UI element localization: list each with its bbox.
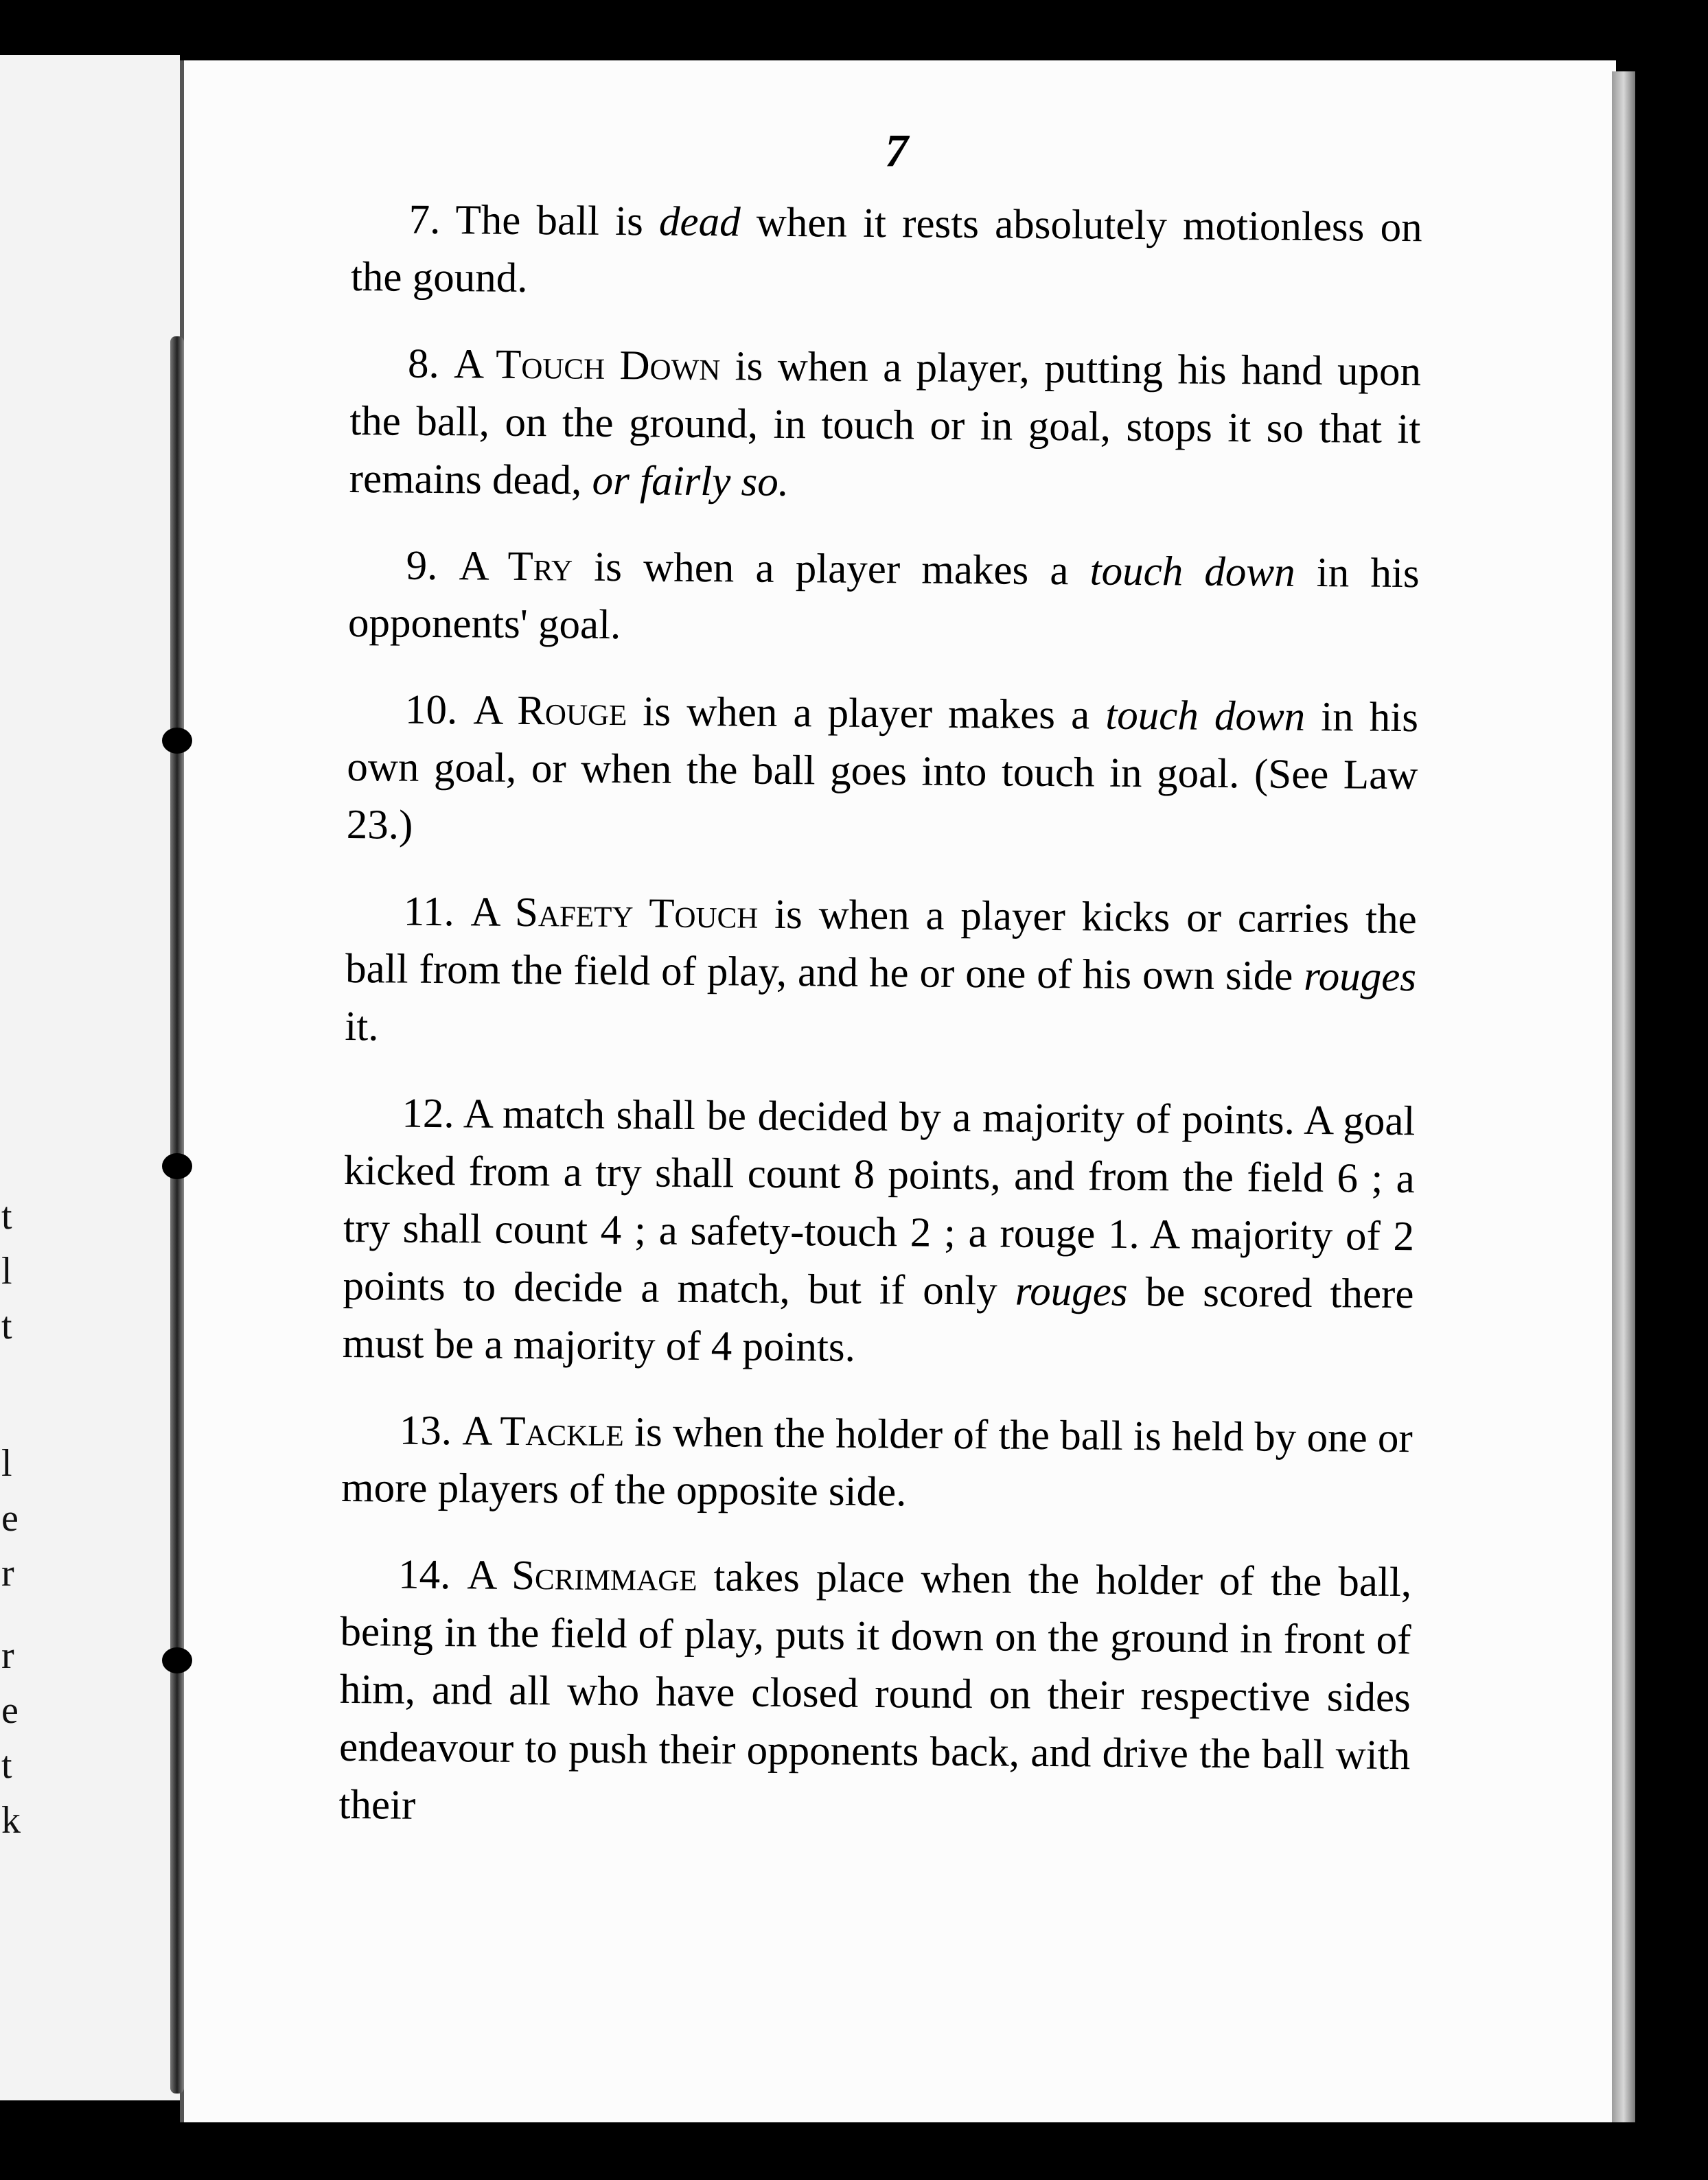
rule-text: is when the holder of the ball is held by one or more players of the opposite side. <box>341 1409 1413 1516</box>
rule-term: A Try <box>459 543 573 590</box>
rule-italic: rouges <box>1303 953 1417 1001</box>
rule-text: is when a player makes a <box>627 688 1106 739</box>
rule-term: A Safety Touch <box>470 889 759 938</box>
rule-term: A Touch Down <box>453 341 721 390</box>
binding-knot <box>162 1153 192 1179</box>
rule-paragraph <box>341 1402 1413 1525</box>
edge-letter: r <box>1 1634 14 1677</box>
rule-paragraph <box>342 1085 1415 1381</box>
rule-italic: touch down <box>1089 548 1295 596</box>
rule-paragraph <box>351 191 1422 314</box>
binding-knot <box>162 728 192 754</box>
rule-term: A Rouge <box>473 687 627 735</box>
binding-thread <box>170 336 184 2094</box>
edge-letter: l <box>1 1250 12 1292</box>
left-page <box>0 55 180 2100</box>
rule-number: 13. <box>399 1407 452 1454</box>
rule-number: 14. <box>397 1551 451 1599</box>
rule-text: when it rests absolutely motionless on the gound. <box>350 199 1422 302</box>
rule-number: 7. <box>408 196 441 244</box>
rule-italic: rouges <box>1015 1268 1128 1315</box>
rule-italic: or fairly so. <box>592 457 789 506</box>
edge-letter: k <box>1 1799 21 1842</box>
rule-text: The ball is <box>455 197 660 245</box>
rule-number: 10. <box>404 686 458 734</box>
edge-letter: r <box>1 1552 14 1595</box>
rule-number: 9. <box>406 542 438 590</box>
rule-text: in his own goal, or when the ball goes into touch in goal. (See Law 23.) <box>346 693 1419 848</box>
page-number: 7 <box>885 124 908 176</box>
edge-letter: e <box>1 1497 19 1540</box>
rule-number: 12. <box>402 1090 454 1137</box>
rule-number: 8. <box>407 340 440 388</box>
edge-letter: t <box>1 1744 12 1787</box>
left-page-edge-letters <box>0 55 27 2100</box>
edge-letter: e <box>1 1689 19 1732</box>
rule-number: 11. <box>403 888 455 936</box>
rule-text: is when a player makes a <box>572 544 1090 594</box>
rule-text: is when a player kicks or carries the ball from the field of play, and he or one of his own side <box>345 891 1417 999</box>
rule-italic: dead <box>658 198 741 246</box>
rule-text: in his opponents' goal. <box>347 549 1420 649</box>
rule-italic: touch down <box>1105 692 1306 740</box>
rule-text: is when a player, putting his hand upon the ball, on the ground, in touch or in goal, stops it so that it remains dead, <box>349 343 1422 504</box>
edge-letter: l <box>1 1442 12 1485</box>
page-edge <box>1612 71 1635 2122</box>
rule-text: be scored there must be a majority of 4 points. <box>342 1268 1414 1371</box>
edge-letter: t <box>1 1305 12 1347</box>
edge-letter: t <box>1 1195 12 1238</box>
rule-text: it. <box>345 1003 379 1050</box>
rule-term: A Tackle <box>462 1408 625 1456</box>
rule-term: A Scrimmage <box>467 1552 697 1601</box>
rule-paragraph <box>349 335 1421 516</box>
rule-text: takes place when the holder of the ball, being in the field of play, puts it down on the ground in front of him, and all who have closed round on their respective sides endeavour to push their opponents back, and drive the ball with their <box>338 1554 1412 1829</box>
binding-knot <box>162 1647 192 1673</box>
rule-paragraph <box>345 883 1417 1064</box>
rule-paragraph <box>348 537 1420 660</box>
rule-paragraph <box>346 681 1418 862</box>
rule-text: A match shall be decided by a majority of points. A goal kicked from a try shall count 8 points, and from the field 6 ; a try shall count 4 ; a safety-touch 2 ; a rouge 1. A majority of 2 points to decide a match, but if only <box>343 1091 1416 1314</box>
rule-paragraph <box>338 1546 1411 1842</box>
rules-text <box>338 191 1422 1871</box>
